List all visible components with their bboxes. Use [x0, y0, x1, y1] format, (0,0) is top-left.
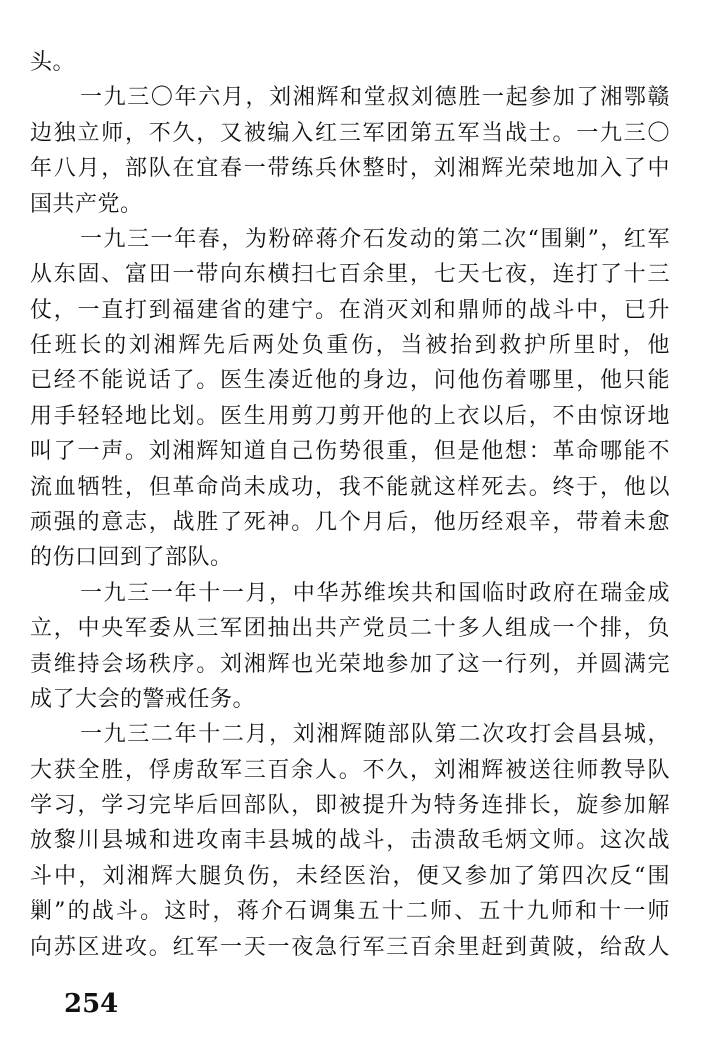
text-line-13: 流血牺牲，但革命尚未成功，我不能就这样死去。终于，他以 — [30, 475, 670, 500]
text-line-7: 从东固、富田一带向东横扫七百余里，七天七夜，连打了十三 — [30, 262, 670, 287]
text-line-11: 用手轻轻地比划。医生用剪刀剪开他的上衣以后，不由惊讶地 — [30, 404, 670, 429]
text-line-1: 头。 — [30, 50, 76, 75]
text-line-18: 责维持会场秩序。刘湘辉也光荣地参加了这一行列，并圆满完 — [30, 652, 670, 677]
text-line-8: 仗，一直打到福建省的建宁。在消灭刘和鼎师的战斗中，已升 — [30, 298, 670, 323]
text-line-20: 一九三二年十二月，刘湘辉随部队第二次攻打会昌县城， — [80, 722, 670, 747]
page-number: 254 — [64, 989, 119, 1019]
text-line-21: 大获全胜，俘虏敌军三百余人。不久，刘湘辉被送往师教导队 — [30, 758, 670, 783]
text-line-5: 国共产党。 — [30, 192, 143, 217]
text-line-17: 立，中央军委从三军团抽出共产党员二十多人组成一个排，负 — [30, 616, 670, 641]
text-line-4: 年八月，部队在宜春一带练兵休整时，刘湘辉光荣地加入了中 — [30, 156, 670, 181]
text-line-2: 一九三〇年六月，刘湘辉和堂叔刘德胜一起参加了湘鄂赣 — [80, 85, 670, 110]
text-line-23: 放黎川县城和进攻南丰县城的战斗，击溃敌毛炳文师。这次战 — [30, 828, 670, 853]
text-line-22: 学习，学习完毕后回部队，即被提升为特务连排长，旋参加解 — [30, 793, 670, 818]
text-line-26: 向苏区进攻。红军一天一夜急行军三百余里赶到黄陂，给敌人 — [30, 935, 670, 960]
text-line-24: 斗中，刘湘辉大腿负伤，未经医治，便又参加了第四次反“围 — [30, 864, 670, 889]
text-line-14: 顽强的意志，战胜了死神。几个月后，他历经艰辛，带着未愈 — [30, 510, 670, 535]
text-line-12: 叫了一声。刘湘辉知道自己伤势很重，但是他想：革命哪能不 — [30, 439, 670, 464]
text-line-15: 的伤口回到了部队。 — [30, 545, 233, 570]
text-line-16: 一九三一年十一月，中华苏维埃共和国临时政府在瑞金成 — [80, 581, 670, 606]
text-line-25: 剿”的战斗。这时，蒋介石调集五十二师、五十九师和十一师 — [30, 899, 670, 924]
text-line-19: 成了大会的警戒任务。 — [30, 687, 256, 712]
text-line-3: 边独立师，不久，又被编入红三军团第五军当战士。一九三〇 — [30, 121, 670, 146]
text-line-10: 已经不能说话了。医生凑近他的身边，问他伤着哪里，他只能 — [30, 368, 670, 393]
text-line-9: 任班长的刘湘辉先后两处负重伤，当被抬到救护所里时，他 — [30, 333, 670, 358]
text-line-6: 一九三一年春，为粉碎蒋介石发动的第二次“围剿”，红军 — [80, 227, 670, 252]
